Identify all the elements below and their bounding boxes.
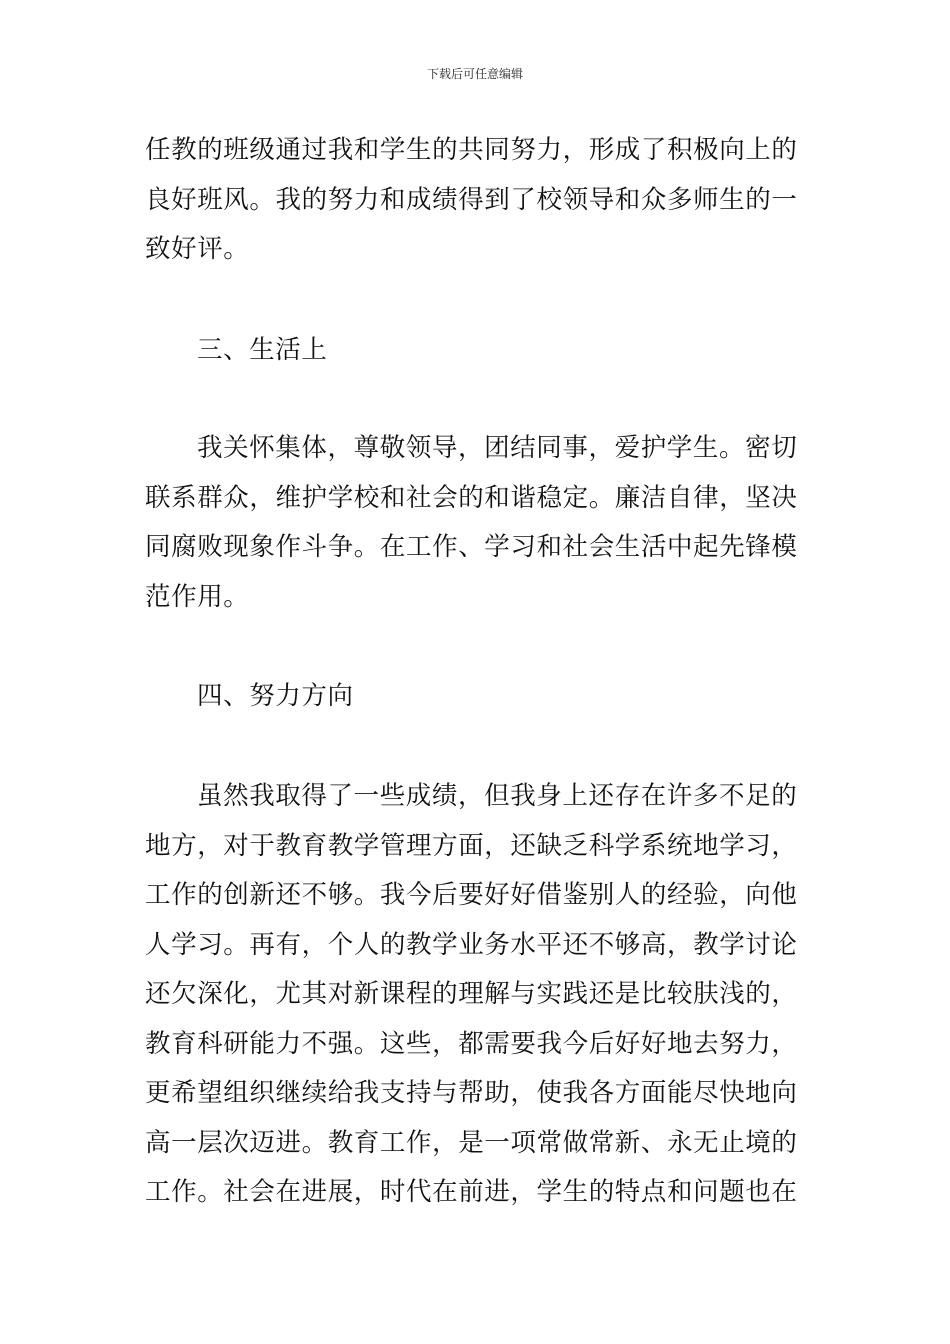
text-line: 良好班风。我的努力和成绩得到了校领导和众多师生的一 bbox=[145, 184, 798, 215]
text-line: 虽然我取得了一些成绩，但我身上还存在许多不足的 bbox=[197, 781, 798, 811]
paragraph-direction bbox=[145, 772, 810, 1218]
text-line: 更希望组织继续给我支持与帮助，使我各方面能尽快地向 bbox=[145, 1078, 798, 1108]
text-line: 还欠深化，尤其对新课程的理解与实践还是比较肤浅的， bbox=[145, 979, 798, 1009]
paragraph-class-achievement bbox=[145, 126, 810, 275]
text-line: 联系群众，维护学校和社会的和谐稳定。廉洁自律，坚决 bbox=[145, 482, 798, 513]
section-heading-direction: 四、努力方向 bbox=[197, 681, 354, 711]
text-line: 致好评。 bbox=[145, 234, 250, 264]
text-line: 工作。社会在进展，时代在前进，学生的特点和问题也在 bbox=[145, 1177, 798, 1207]
text-line: 同腐败现象作斗争。在工作、学习和社会生活中起先锋模 bbox=[145, 532, 798, 562]
text-line: 范作用。 bbox=[145, 581, 250, 612]
text-line: 高一层次迈进。教育工作，是一项常做常新、永无止境的 bbox=[145, 1127, 798, 1158]
text-line: 工作的创新还不够。我今后要好好借鉴别人的经验，向他 bbox=[145, 880, 798, 910]
text-line: 人学习。再有，个人的教学业务水平还不够高，教学讨论 bbox=[145, 929, 798, 960]
page-header: 下载后可任意编辑 bbox=[426, 67, 523, 81]
text-line: 地方，对于教育教学管理方面，还缺乏科学系统地学习， bbox=[145, 830, 798, 861]
paragraph-life bbox=[145, 424, 810, 622]
section-heading-life: 三、生活上 bbox=[197, 335, 328, 365]
text-line: 我关怀集体，尊敬领导，团结同事，爱护学生。密切 bbox=[197, 433, 798, 463]
text-line: 教育科研能力不强。这些，都需要我今后好好地去努力， bbox=[145, 1028, 798, 1059]
text-line: 任教的班级通过我和学生的共同努力，形成了积极向上的 bbox=[145, 135, 798, 165]
